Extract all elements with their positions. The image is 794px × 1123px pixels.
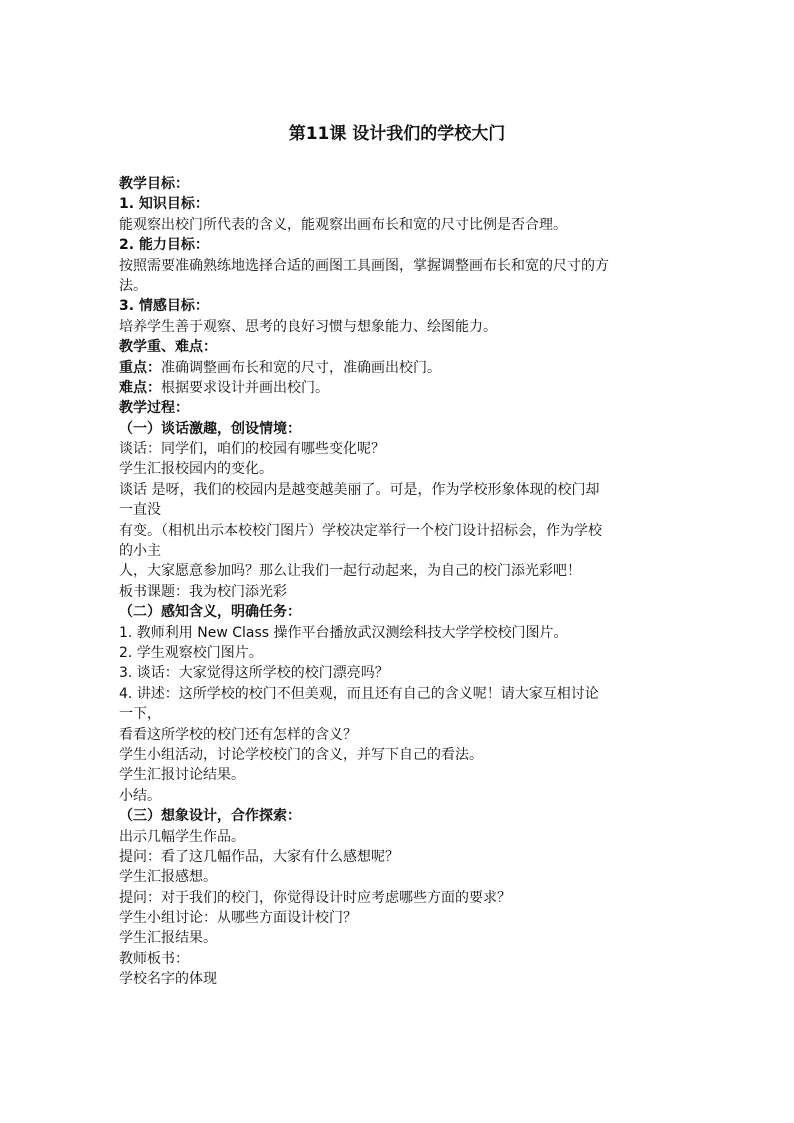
- body-text-line: [119, 358, 679, 378]
- section-heading: 教学过程：: [119, 400, 189, 417]
- body-text-line: 学生汇报校园内的变化。: [119, 461, 273, 478]
- document-body: [119, 174, 679, 990]
- body-text-line: 能观察出校门所代表的含义，能观察出画布长和宽的尺寸比例是否合理。: [119, 216, 567, 233]
- section-heading: 1. 知识目标：: [119, 196, 209, 213]
- section-heading: （二）感知含义，明确任务：: [119, 604, 301, 621]
- body-text-line: 一直没: [119, 502, 161, 519]
- document-title: 第11课 设计我们的学校大门: [288, 124, 506, 144]
- body-text-line: 出示几幅学生作品。: [119, 828, 245, 845]
- body-text-line: 小结。: [119, 787, 161, 804]
- body-text-line: 提问：看了这几幅作品，大家有什么感想呢？: [119, 848, 399, 865]
- body-text-line: 学生小组活动，讨论学校校门的含义，并写下自己的看法。: [119, 746, 483, 763]
- body-text-line: 学生汇报感想。: [119, 869, 217, 886]
- body-text-line: 1. 教师利用 New Class 操作平台播放武汉测绘科技大学学校校门图片。: [119, 624, 568, 641]
- body-text-line: 的小主: [119, 543, 161, 560]
- body-text-line: 4. 讲述：这所学校的校门不但美观，而且还有自己的含义呢！请大家互相讨论: [119, 685, 599, 702]
- body-text-line: 3. 谈话：大家觉得这所学校的校门漂亮吗？: [119, 665, 389, 682]
- section-heading: 教学重、难点：: [119, 339, 217, 356]
- body-text-line: 一下，: [119, 706, 161, 723]
- body-text-line: 法。: [119, 277, 147, 294]
- body-text-line: 学生汇报讨论结果。: [119, 767, 245, 784]
- body-text-line: [119, 378, 679, 398]
- body-text-line: 教师板书：: [119, 950, 189, 967]
- body-text-line: 有变。（相机出示本校校门图片）学校决定举行一个校门设计招标会，作为学校: [119, 522, 602, 539]
- section-heading: （一）谈话激趣，创设情境：: [119, 420, 301, 437]
- body-text-line: 谈话 是呀，我们的校园内是越变越美丽了。可是，作为学校形象体现的校门却: [119, 481, 600, 498]
- body-text-line: 按照需要准确熟练地选择合适的画图工具画图，掌握调整画布长和宽的尺寸的方: [119, 257, 609, 274]
- body-text-line: 学生小组讨论：从哪些方面设计校门？: [119, 910, 357, 927]
- section-heading: 教学目标：: [119, 176, 189, 192]
- section-heading: （三）想象设计，合作探索：: [119, 808, 301, 825]
- body-text-line: 提问：对于我们的校门，你觉得设计时应考虑哪些方面的要求？: [119, 889, 511, 906]
- body-text-line: 看看这所学校的校门还有怎样的含义？: [119, 726, 357, 743]
- line-text: 准确调整画布长和宽的尺寸，准确画出校门。: [161, 359, 441, 376]
- body-text-line: 2. 学生观察校门图片。: [119, 644, 263, 661]
- line-text: 根据要求设计并画出校门。: [161, 379, 329, 396]
- section-heading: 3. 情感目标：: [119, 298, 209, 315]
- body-text-line: 板书课题：我为校门添光彩: [119, 583, 287, 600]
- line-label: 难点：: [119, 379, 161, 396]
- body-text-line: 谈话：同学们，咱们的校园有哪些变化呢？: [119, 441, 385, 458]
- body-text-line: 人，大家愿意参加吗？那么让我们一起行动起来，为自己的校门添光彩吧！: [119, 563, 581, 580]
- body-text-line: 学校名字的体现: [119, 971, 217, 988]
- section-heading: 2. 能力目标：: [119, 237, 209, 254]
- body-text-line: 培养学生善于观察、思考的良好习惯与想象能力、绘图能力。: [119, 318, 497, 335]
- line-label: 重点：: [119, 359, 161, 376]
- body-text-line: 学生汇报结果。: [119, 930, 217, 947]
